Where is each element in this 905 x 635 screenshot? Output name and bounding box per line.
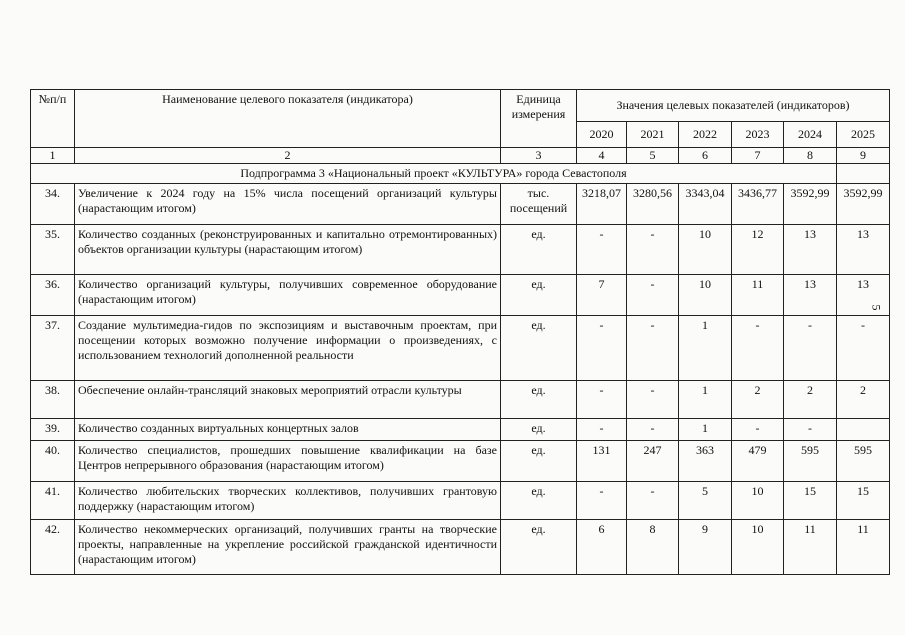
value-cell: - (627, 225, 679, 275)
value-cell: 13 (784, 275, 837, 316)
indicator-name: Количество любительских творческих коллективов, получивших грантовую поддержку (нарастающим итогом) (75, 482, 501, 520)
header-year: 2022 (679, 122, 732, 148)
indicator-name: Создание мультимедиа-гидов по экспозициям и выставочным проектам, при посещении которых возможно получение информации о произведениях, с использованием технологий дополненной реальности (75, 316, 501, 381)
header-num: №п/п (31, 90, 75, 148)
indicator-name: Количество организаций культуры, получивших современное оборудование (нарастающим итогом) (75, 275, 501, 316)
value-cell: 10 (732, 520, 784, 575)
unit-cell: ед. (501, 225, 577, 275)
value-cell: 131 (577, 441, 627, 482)
header-year: 2021 (627, 122, 679, 148)
unit-cell: ед. (501, 419, 577, 441)
table-row (31, 275, 890, 316)
value-cell: - (732, 316, 784, 381)
table-row (31, 316, 890, 381)
value-cell: 13 (837, 275, 890, 316)
value-cell: 595 (784, 441, 837, 482)
value-cell: 247 (627, 441, 679, 482)
value-cell: 15 (837, 482, 890, 520)
indicator-name: Количество некоммерческих организаций, получивших гранты на творческие проекты, направленные на укрепление российской гражданской идентичности (нарастающим итогом) (75, 520, 501, 575)
header-unit: Единица измерения (501, 90, 577, 148)
value-cell: - (784, 419, 837, 441)
value-cell: - (732, 419, 784, 441)
row-number: 40. (31, 441, 75, 482)
column-index: 3 (501, 148, 577, 164)
value-cell: - (784, 316, 837, 381)
value-cell: 8 (627, 520, 679, 575)
header-year: 2024 (784, 122, 837, 148)
table-row (31, 225, 890, 275)
column-index: 2 (75, 148, 501, 164)
value-cell: 1 (679, 381, 732, 419)
value-cell: 10 (679, 275, 732, 316)
value-cell: 13 (837, 225, 890, 275)
value-cell: 9 (679, 520, 732, 575)
indicator-name: Увеличение к 2024 году на 15% числа посещений организаций культуры (нарастающим итогом) (75, 184, 501, 225)
value-cell: - (627, 482, 679, 520)
indicator-name: Количество специалистов, прошедших повышение квалификации на базе Центров непрерывного образования (нарастающим итогом) (75, 441, 501, 482)
value-cell: - (627, 381, 679, 419)
value-cell: 1 (679, 419, 732, 441)
row-number: 41. (31, 482, 75, 520)
column-index: 8 (784, 148, 837, 164)
unit-cell: ед. (501, 441, 577, 482)
value-cell: 7 (577, 275, 627, 316)
header-values: Значения целевых показателей (индикаторов) (577, 90, 890, 122)
column-index: 7 (732, 148, 784, 164)
value-cell: 2 (837, 381, 890, 419)
unit-cell: тыс. посещений (501, 184, 577, 225)
empty-cell (837, 164, 890, 184)
header-year: 2023 (732, 122, 784, 148)
table-row (31, 419, 890, 441)
value-cell: - (627, 316, 679, 381)
value-cell: 479 (732, 441, 784, 482)
row-number: 35. (31, 225, 75, 275)
row-number: 36. (31, 275, 75, 316)
column-index: 6 (679, 148, 732, 164)
value-cell: - (577, 419, 627, 441)
table-row (31, 381, 890, 419)
subprogram-title: Подпрограмма 3 «Национальный проект «КУЛЬТУРА» города Севастополя (31, 164, 837, 184)
row-number: 42. (31, 520, 75, 575)
value-cell: 363 (679, 441, 732, 482)
indicator-name: Количество созданных (реконструированных и капитально отремонтированных) объектов организации культуры (нарастающим итогом) (75, 225, 501, 275)
value-cell: 11 (732, 275, 784, 316)
column-index: 4 (577, 148, 627, 164)
column-index: 9 (837, 148, 890, 164)
value-cell: 2 (732, 381, 784, 419)
value-cell: - (577, 225, 627, 275)
value-cell: 1 (679, 316, 732, 381)
unit-cell: ед. (501, 520, 577, 575)
column-index: 5 (627, 148, 679, 164)
value-cell: - (577, 316, 627, 381)
page-number: 5 (869, 304, 884, 311)
value-cell: 5 (679, 482, 732, 520)
value-cell: 13 (784, 225, 837, 275)
value-cell: - (577, 381, 627, 419)
value-cell: - (577, 482, 627, 520)
table-row (31, 184, 890, 225)
row-number: 34. (31, 184, 75, 225)
row-number: 39. (31, 419, 75, 441)
row-number: 37. (31, 316, 75, 381)
value-cell: - (627, 275, 679, 316)
value-cell: 595 (837, 441, 890, 482)
unit-cell: ед. (501, 381, 577, 419)
value-cell: 3218,07 (577, 184, 627, 225)
value-cell: 12 (732, 225, 784, 275)
header-year: 2025 (837, 122, 890, 148)
value-cell: 3343,04 (679, 184, 732, 225)
value-cell: - (627, 419, 679, 441)
unit-cell: ед. (501, 316, 577, 381)
value-cell: 3592,99 (784, 184, 837, 225)
value-cell: 3280,56 (627, 184, 679, 225)
value-cell: 11 (784, 520, 837, 575)
header-year: 2020 (577, 122, 627, 148)
value-cell: 10 (679, 225, 732, 275)
value-cell: 6 (577, 520, 627, 575)
header-name: Наименование целевого показателя (индикатора) (75, 90, 501, 148)
indicator-name: Обеспечение онлайн-трансляций знаковых мероприятий отрасли культуры (75, 381, 501, 419)
value-cell: 3436,77 (732, 184, 784, 225)
row-number: 38. (31, 381, 75, 419)
value-cell: - (837, 316, 890, 381)
unit-cell: ед. (501, 482, 577, 520)
indicator-name: Количество созданных виртуальных концертных залов (75, 419, 501, 441)
value-cell: 11 (837, 520, 890, 575)
table-row (31, 482, 890, 520)
value-cell (837, 419, 890, 441)
table-row (31, 441, 890, 482)
value-cell: 2 (784, 381, 837, 419)
table-row (31, 520, 890, 575)
value-cell: 10 (732, 482, 784, 520)
value-cell: 3592,99 (837, 184, 890, 225)
column-index: 1 (31, 148, 75, 164)
indicators-table (30, 89, 890, 575)
unit-cell: ед. (501, 275, 577, 316)
value-cell: 15 (784, 482, 837, 520)
